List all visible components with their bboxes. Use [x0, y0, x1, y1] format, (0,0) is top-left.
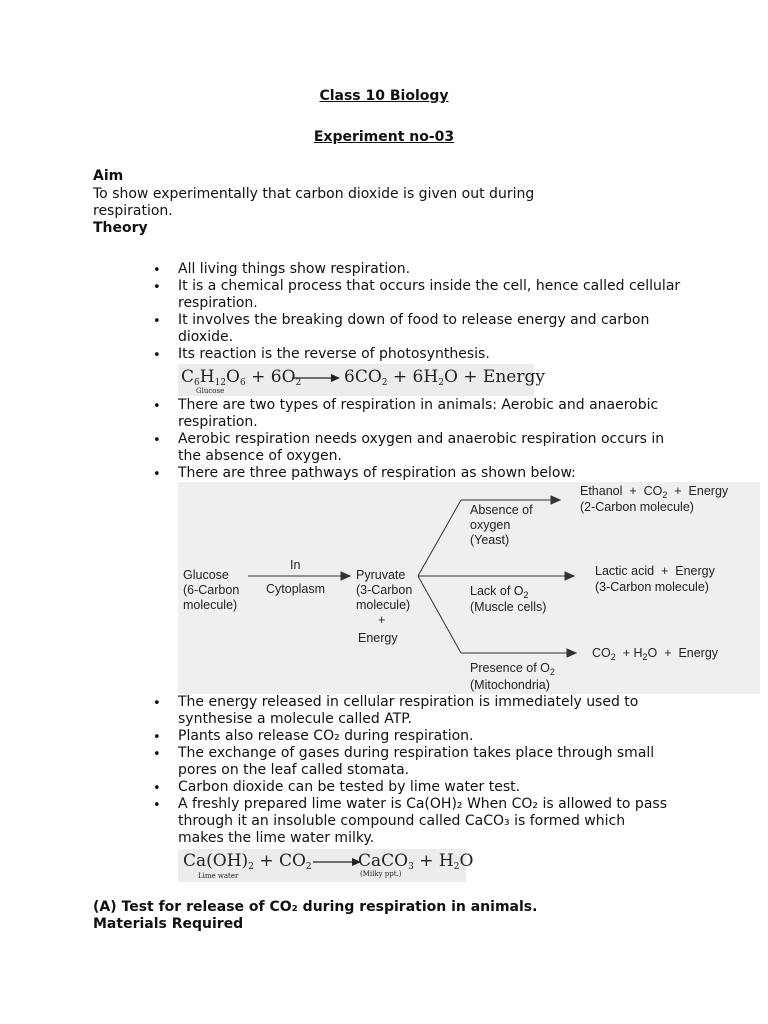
theory-bullet: All living things show respiration. [178, 261, 411, 277]
h2o-subscript: 2 [642, 652, 648, 662]
co2-subscript: 2 [610, 652, 616, 662]
eq-subscript: 2 [453, 862, 460, 872]
eq-text: + CO [259, 851, 306, 871]
presence-subscript: 2 [549, 667, 555, 677]
arrow-icon [341, 572, 350, 580]
theory-bullet: There are three pathways of respiration as shown below: [178, 465, 576, 481]
eq-text: + 6O [251, 367, 296, 387]
eq-text: O + Energy [443, 367, 545, 387]
experiment-title: Experiment no-03 [313, 129, 455, 145]
in-label: In [290, 558, 301, 572]
lactic-acid-product: Lactic acid + Energy [595, 564, 715, 578]
bullet-marker: • [153, 433, 161, 448]
respiration-equation [178, 364, 545, 396]
respiration-pathways-diagram [178, 482, 760, 694]
aim-text-line2: respiration. [93, 203, 173, 219]
glucose-label: Glucose [196, 387, 225, 395]
bullet-marker: • [153, 730, 161, 745]
bullet-marker: • [153, 348, 161, 363]
eq-text: C [181, 367, 195, 387]
milky-label: (Milky ppt.) [360, 870, 402, 878]
bullet-marker: • [153, 280, 161, 295]
eq-subscript: 2 [438, 378, 444, 388]
bullet-marker: • [153, 467, 161, 482]
eq-subscript: 6 [194, 378, 200, 388]
pyruvate-node: Pyruvate (3-Carbon molecule) [356, 568, 413, 612]
three-carbon-label: (3-Carbon molecule) [595, 580, 709, 594]
reaction-arrow-icon [290, 371, 342, 385]
eq-subscript: 2 [381, 378, 388, 388]
absence-of-oxygen-label: Absence of oxygen (Yeast) [470, 503, 533, 547]
theory-bullet: Its reaction is the reverse of photosynthesis. [178, 346, 490, 362]
eq-subscript: 3 [408, 862, 414, 872]
bullet-marker: • [153, 798, 161, 813]
eq-text: CaCO [358, 851, 409, 871]
ethanol-text: Ethanol + CO [580, 484, 663, 498]
h2o-text: + H [615, 646, 643, 660]
eq-text: O [459, 851, 474, 871]
eq-subscript: 12 [214, 378, 227, 388]
theory-heading: Theory [93, 220, 148, 236]
lack-subscript: 2 [523, 590, 529, 600]
theory-bullet: There are two types of respiration in animals: Aerobic and anaerobic respiration. [178, 397, 659, 430]
section-a-heading: (A) Test for release of CO₂ during respiration in animals. [93, 899, 538, 915]
mitochondria-label: (Mitochondria) [470, 678, 550, 692]
bullet-marker: • [153, 314, 161, 329]
eq-subscript: 2 [295, 378, 302, 388]
glucose-node: Glucose (6-Carbon molecule) [183, 568, 240, 612]
eq-text: Ca(OH) [183, 851, 249, 871]
bullet-marker: • [153, 399, 161, 414]
eq-text: 6CO [344, 367, 382, 387]
lime-water-equation [178, 849, 474, 882]
bullet-marker: • [153, 263, 161, 278]
arrow-icon [567, 649, 576, 657]
theory-bullet: Carbon dioxide can be tested by lime water test. [178, 779, 521, 795]
bullet-marker: • [153, 781, 161, 796]
muscle-cells-label: (Muscle cells) [470, 600, 547, 614]
eq-subscript: 2 [248, 862, 254, 872]
eq-text: O [226, 367, 240, 387]
lime-water-label: Lime water [198, 872, 239, 880]
presence-text: Presence of O [470, 661, 550, 675]
theory-bullet: It is a chemical process that occurs inside the cell, hence called cellular respiration. [178, 278, 681, 311]
eq-text: + 6H [392, 367, 439, 387]
eq-text: + H [419, 851, 454, 871]
theory-bullet: Aerobic respiration needs oxygen and anaerobic respiration occurs in the absence of oxygen. [178, 431, 665, 464]
aim-heading: Aim [93, 168, 124, 184]
ethanol-end: + Energy [667, 484, 729, 498]
lack-text: Lack of O [470, 584, 524, 598]
reaction-arrow-icon [311, 855, 363, 869]
document-title: Class 10 Biology [319, 88, 449, 104]
bullet-marker: • [153, 696, 161, 711]
arrow-icon [565, 572, 574, 580]
arrow-icon [551, 496, 560, 504]
theory-bullet: A freshly prepared lime water is Ca(OH)₂ When CO₂ is allowed to pass through it an insoluble compound called CaCO₃ is formed which makes the lime water milky. [178, 796, 667, 846]
plus-sign: + [378, 613, 386, 627]
materials-heading: Materials Required [93, 916, 244, 932]
ethanol-subscript: 2 [662, 490, 668, 500]
theory-bullet: The exchange of gases during respiration takes place through small pores on the leaf called stomata. [178, 745, 655, 778]
aim-text-line1: To show experimentally that carbon dioxide is given out during [93, 186, 535, 202]
co2-text: CO [592, 646, 611, 660]
theory-bullet: Plants also release CO₂ during respiration. [178, 728, 474, 744]
energy-label: Energy [358, 631, 398, 645]
eq-subscript: 6 [239, 378, 246, 388]
eq-text: H [199, 367, 215, 387]
bullet-marker: • [153, 747, 161, 762]
theory-bullet: It involves the breaking down of food to release energy and carbon dioxide. [178, 312, 650, 345]
eq-subscript: 2 [305, 862, 312, 872]
cytoplasm-label: Cytoplasm [266, 582, 326, 596]
two-carbon-label: (2-Carbon molecule) [580, 500, 694, 514]
theory-bullet: The energy released in cellular respiration is immediately used to synthesise a molecule called ATP. [178, 694, 639, 727]
energy-end-text: O + Energy [647, 646, 719, 660]
diagram-arrows [178, 482, 760, 694]
